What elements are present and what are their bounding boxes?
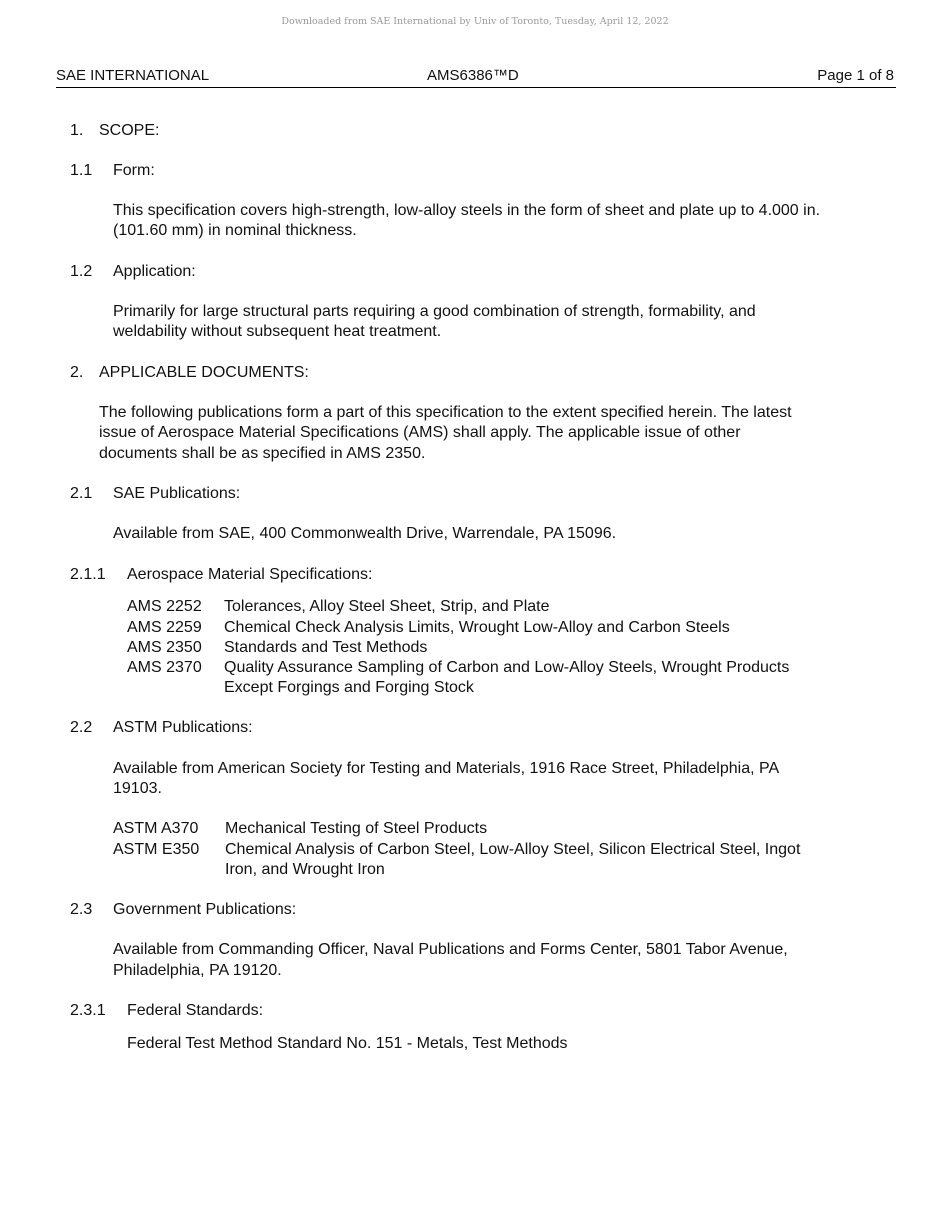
section-heading: Aerospace Material Specifications: (127, 566, 373, 583)
reference-code: AMS 2350 (127, 639, 202, 656)
header-org: SAE INTERNATIONAL (56, 67, 210, 84)
paragraph-line: documents shall be as specified in AMS 2350. (99, 445, 426, 462)
reference-title: Tolerances, Alloy Steel Sheet, Strip, and Plate (224, 598, 550, 615)
paragraph-line: Primarily for large structural parts requiring a good combination of strength, formability, and (113, 303, 756, 320)
section-number: 2.3 (70, 901, 93, 918)
section-number: 2.1 (70, 485, 93, 502)
paragraph-line: Philadelphia, PA 19120. (113, 962, 282, 979)
reference-title-continued: Iron, and Wrought Iron (225, 861, 385, 878)
header-doc-id: AMS6386™D (427, 67, 519, 84)
reference-code: AMS 2370 (127, 659, 202, 676)
section-heading: Federal Standards: (127, 1002, 264, 1019)
reference-title: Chemical Check Analysis Limits, Wrought Low-Alloy and Carbon Steels (224, 619, 730, 636)
paragraph-line: Available from American Society for Testing and Materials, 1916 Race Street, Philadelphia, PA (113, 760, 780, 777)
reference-code: ASTM A370 (113, 820, 199, 837)
section-number: 1.1 (70, 162, 93, 179)
section-number: 1. (70, 122, 84, 139)
section-heading: ASTM Publications: (113, 719, 253, 736)
header-page-number: Page 1 of 8 (817, 67, 894, 84)
section-heading: Application: (113, 263, 196, 280)
page-header (56, 67, 896, 88)
section-number: 2.3.1 (70, 1002, 106, 1019)
section-heading: Form: (113, 162, 155, 179)
section-number: 2. (70, 364, 84, 381)
paragraph-line: (101.60 mm) in nominal thickness. (113, 222, 357, 239)
reference-title: Mechanical Testing of Steel Products (225, 820, 488, 837)
reference-title: Standards and Test Methods (224, 639, 428, 656)
paragraph-line: issue of Aerospace Material Specifications (AMS) shall apply. The applicable issue of other (99, 424, 741, 441)
paragraph-line: The following publications form a part of this specification to the extent specified herein. The latest (99, 404, 792, 421)
paragraph-line: Available from SAE, 400 Commonwealth Drive, Warrendale, PA 15096. (113, 525, 617, 542)
reference-title: Chemical Analysis of Carbon Steel, Low-Alloy Steel, Silicon Electrical Steel, Ingot (225, 841, 801, 858)
section-heading: Government Publications: (113, 901, 297, 918)
reference-title: Quality Assurance Sampling of Carbon and Low-Alloy Steels, Wrought Products (224, 659, 790, 676)
section-heading: SCOPE: (99, 122, 160, 139)
paragraph-line: This specification covers high-strength, low-alloy steels in the form of sheet and plate up to 4.000 in. (113, 202, 821, 219)
section-heading: APPLICABLE DOCUMENTS: (99, 364, 309, 381)
section-number: 2.1.1 (70, 566, 106, 583)
paragraph-line: Federal Test Method Standard No. 151 - Metals, Test Methods (127, 1035, 568, 1052)
download-watermark: Downloaded from SAE International by Univ of Toronto, Tuesday, April 12, 2022 (281, 16, 669, 27)
paragraph-line: 19103. (113, 780, 162, 797)
reference-code: AMS 2252 (127, 598, 202, 615)
reference-title-continued: Except Forgings and Forging Stock (224, 679, 474, 696)
reference-code: ASTM E350 (113, 841, 200, 858)
paragraph-line: Available from Commanding Officer, Naval Publications and Forms Center, 5801 Tabor Avenue, (113, 941, 788, 958)
section-heading: SAE Publications: (113, 485, 241, 502)
section-number: 1.2 (70, 263, 93, 280)
section-number: 2.2 (70, 719, 93, 736)
reference-code: AMS 2259 (127, 619, 202, 636)
paragraph-line: weldability without subsequent heat treatment. (113, 323, 442, 340)
